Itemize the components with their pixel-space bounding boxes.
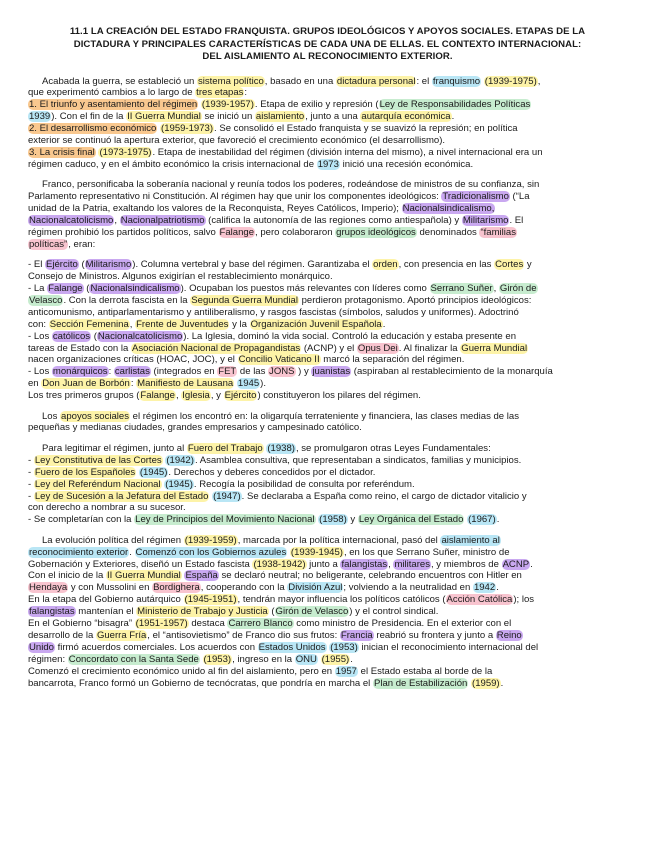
text-segment: Con el inicio de la <box>28 570 107 582</box>
text-segment: ). Columna vertebral y base del régimen. Garantizaba el <box>132 259 373 271</box>
highlighted-term: Tradicionalismo <box>442 191 509 203</box>
highlighted-term: tres etapas <box>196 87 244 99</box>
highlighted-term: Francia <box>340 629 373 641</box>
text-line <box>28 422 627 434</box>
text-line <box>28 319 627 331</box>
highlighted-term: (1959-1973) <box>161 123 214 135</box>
highlighted-term: Fuero de los Españoles <box>34 466 136 478</box>
text-segment: . <box>451 111 455 123</box>
highlighted-term: Ejército <box>45 259 78 271</box>
text-segment: (“La <box>509 191 530 203</box>
highlighted-term: Unido <box>29 641 54 653</box>
text-segment: denominados <box>416 226 480 238</box>
highlighted-term: 1939 <box>29 111 51 123</box>
text-line <box>28 295 627 307</box>
highlighted-term: Ley de Principios del Movimiento Nacional <box>135 514 315 526</box>
text-line <box>28 179 627 191</box>
document-body <box>28 76 627 690</box>
highlighted-term: FET <box>218 366 237 378</box>
highlighted-term: Ejército <box>224 390 257 402</box>
text-segment: ). La Iglesia, dominó la vida social. Controló la educación y estaba presente en <box>183 330 517 342</box>
paragraph <box>28 535 627 690</box>
highlighted-term: Bordighera <box>153 582 200 594</box>
text-segment: - El <box>28 259 45 271</box>
text-segment: el Estado estaba al borde de la <box>357 665 493 677</box>
text-segment: , con presencia en las <box>398 259 495 271</box>
text-segment: , cooperando con la <box>200 582 288 594</box>
text-segment: - Los <box>28 366 52 378</box>
text-segment: . Al finalizar la <box>398 342 461 354</box>
document-title <box>28 26 627 64</box>
highlighted-term: Concordato con la Santa Sede <box>68 653 199 665</box>
text-line <box>28 76 627 88</box>
highlighted-term: Don Juan de Borbón <box>42 378 130 390</box>
highlighted-term: (1945) <box>139 466 168 478</box>
highlighted-term: (1951-1957) <box>135 618 188 630</box>
text-line <box>28 331 627 343</box>
text-line <box>28 99 627 111</box>
text-line <box>28 630 627 642</box>
text-segment: , eran: <box>68 238 96 250</box>
highlighted-term: Ley de Sucesión a la Jefatura del Estado <box>34 490 209 502</box>
highlighted-term: Sección Femenina <box>49 318 129 330</box>
text-segment: - <box>28 454 34 466</box>
highlighted-term: Ley Constitutiva de las Cortes <box>34 454 162 466</box>
text-line <box>28 215 627 227</box>
highlighted-term: Ministerio de Trabajo y Justicia <box>137 606 268 618</box>
text-segment: inició una recesión económica. <box>339 158 474 170</box>
highlighted-term: España <box>185 570 218 582</box>
highlighted-term: (1939-1945) <box>290 546 343 558</box>
highlighted-term: (1953) <box>330 641 358 653</box>
text-line <box>28 203 627 215</box>
text-segment: (califica la autonomía de las regiones como antiespañola) y <box>205 214 462 226</box>
text-segment: Comenzó el crecimiento económico unido al fin del aislamiento, pero en <box>28 665 335 677</box>
highlighted-term: reconocimiento exterior <box>29 546 129 558</box>
text-segment: - <box>28 466 34 478</box>
text-segment: . <box>496 582 499 594</box>
text-segment: y <box>524 259 532 271</box>
text-segment: ). <box>260 378 266 390</box>
text-segment: . Se declaraba a España como reino, el cargo de dictador vitalicio y <box>241 490 527 502</box>
text-segment: y con Mussolini en <box>68 582 153 594</box>
text-segment: , pero colaboraron <box>255 226 336 238</box>
text-segment: . <box>530 558 533 570</box>
text-segment: ( <box>268 606 275 618</box>
text-line <box>28 307 627 319</box>
text-segment: ( <box>83 283 90 294</box>
text-segment: , ingreso en la <box>232 653 295 665</box>
highlighted-term: Fuero del Trabajo <box>187 442 263 454</box>
title-line: 11.1 LA CREACIÓN DEL ESTADO FRANQUISTA. GRUPOS IDEOLÓGICOS Y APOYOS SOCIALES. ETAPAS DE LA <box>69 26 586 37</box>
paragraph <box>28 259 627 402</box>
text-line <box>28 618 627 630</box>
highlighted-term: Militarismo <box>462 214 509 226</box>
text-segment: (aspiraban al restablecimiento de la monarquía <box>351 366 553 378</box>
text-segment: Franco, personificaba la soberanía nacional y reunía todos los poderes, rodeándose de ministros de su confianza, sin <box>42 179 540 191</box>
highlighted-term: 1957 <box>335 665 357 677</box>
text-line <box>28 443 627 455</box>
highlighted-term: Carrero Blanco <box>228 618 293 630</box>
highlighted-term: (1973-1975) <box>99 146 152 158</box>
text-segment: . El <box>509 214 524 226</box>
text-line <box>28 123 627 135</box>
highlighted-term: Comenzó con los Gobiernos azules <box>135 546 287 558</box>
text-segment: el régimen los encontró en: la oligarquía terrateniente y financiera, las clases medias de las <box>129 410 519 422</box>
text-segment: - <box>28 490 34 502</box>
highlighted-term: 3. La crisis final <box>29 146 95 158</box>
highlighted-term: Iglesia <box>182 390 210 402</box>
highlighted-term: División Azul <box>288 582 343 594</box>
text-segment: tareas de Estado con la <box>28 342 131 354</box>
text-segment: . Con la derrota fascista en la <box>63 294 191 306</box>
text-segment: (integrados en <box>150 366 218 378</box>
text-segment: ); los <box>513 594 535 606</box>
text-segment: Para legitimar el régimen, junto al <box>42 442 187 454</box>
text-segment: , se promulgaron otras Leyes Fundamentales: <box>295 442 491 454</box>
text-segment: , <box>388 558 394 570</box>
highlighted-term: autarquía económica <box>361 111 451 123</box>
text-segment: régimen caduco, y en el ámbito económico la crisis internacional de <box>28 158 317 170</box>
highlighted-term: Ley del Referéndum Nacional <box>34 478 161 490</box>
highlighted-term: juanistas <box>312 366 351 378</box>
text-segment: marcó la separación del régimen. <box>320 354 465 366</box>
highlighted-term: Nacionalcatolicismo <box>29 214 114 226</box>
text-line <box>28 491 627 503</box>
highlighted-term: (1938-1942) <box>253 558 306 570</box>
text-line <box>28 378 627 390</box>
highlighted-term: Cortes <box>495 259 524 271</box>
text-segment: ). Ocupaban los puestos más relevantes con líderes como <box>180 283 430 294</box>
text-line <box>28 191 627 203</box>
highlighted-term: (1939-1959) <box>184 534 237 546</box>
text-line <box>28 455 627 467</box>
text-line <box>28 259 627 271</box>
text-line <box>28 411 627 423</box>
text-segment: : <box>244 87 248 99</box>
text-segment: Consejo de Ministros. Algunos exigirían el restablecimiento monárquico. <box>28 271 333 283</box>
highlighted-term: sistema político <box>197 75 264 87</box>
highlighted-term: políticas” <box>29 238 68 250</box>
text-line <box>28 159 627 171</box>
text-line <box>28 227 627 239</box>
highlighted-term: falangistas <box>341 558 388 570</box>
text-line <box>28 502 627 514</box>
title-line: DEL AISLAMIENTO AL RECONOCIMIENTO EXTERIOR. <box>202 51 453 62</box>
text-segment: . <box>129 546 135 558</box>
title-line: DICTADURA Y PRINCIPALES CARACTERÍSTICAS DE CADA UNA DE ELLAS. EL CONTEXTO INTERNACIONAL: <box>73 38 582 50</box>
text-line <box>28 559 627 571</box>
highlighted-term: (1939-1957) <box>201 99 254 111</box>
text-line <box>28 654 627 666</box>
highlighted-term: (1958) <box>319 514 347 526</box>
highlighted-term: orden <box>373 259 398 271</box>
text-segment: . <box>500 677 504 689</box>
text-segment: perdieron protagonismo. Aportó principios ideológicos: <box>298 294 532 306</box>
text-line <box>28 111 627 123</box>
text-segment: y la <box>229 318 250 330</box>
text-segment: (ACNP) y el <box>301 342 357 354</box>
highlighted-term: II Guerra Mundial <box>127 111 201 123</box>
highlighted-term: Velasco <box>29 294 63 306</box>
text-segment: , <box>114 214 120 226</box>
text-segment: destaca <box>188 618 228 630</box>
text-line <box>28 239 627 251</box>
text-segment: Acabada la guerra, se estableció un <box>42 75 197 87</box>
text-segment: mantenían el <box>75 606 137 618</box>
text-segment: - Se completarían con la <box>28 514 135 526</box>
highlighted-term: Acción Católica <box>446 594 513 606</box>
text-segment: , el “antisovietismo” de Franco dio sus frutos: <box>147 629 340 641</box>
highlighted-term: (1955) <box>321 653 350 665</box>
text-segment: , <box>537 75 541 87</box>
text-segment: Los tres primeros grupos ( <box>28 390 140 402</box>
highlighted-term: grupos ideológicos <box>336 226 416 238</box>
text-line <box>28 570 627 582</box>
text-segment: , tendrán mayor influencia los políticos católicos ( <box>237 594 446 606</box>
highlighted-term: ACNP <box>502 558 530 570</box>
highlighted-term: (1967) <box>468 514 496 526</box>
text-segment: : <box>108 366 114 378</box>
highlighted-term: (1947) <box>213 490 241 502</box>
text-segment: . Derechos y deberes concedidos por el dictador. <box>168 466 376 478</box>
text-line <box>28 343 627 355</box>
highlighted-term: falangistas <box>29 606 75 618</box>
highlighted-term: apoyos sociales <box>61 410 129 422</box>
highlighted-term: Nacionalsindicalismo, <box>402 203 495 215</box>
text-line <box>28 547 627 559</box>
text-segment: pequeñas y medianas ciudades, grandes empresarios y campesinado católico. <box>28 422 362 434</box>
highlighted-term: Ley de Responsabilidades Políticas <box>379 99 531 111</box>
text-line <box>28 87 627 99</box>
paragraph <box>28 443 627 526</box>
text-segment: de las <box>237 366 269 378</box>
text-segment: con derecho a nombrar a su sucesor. <box>28 502 186 514</box>
highlighted-term: Falange <box>219 226 255 238</box>
text-segment: , y <box>210 390 224 402</box>
text-segment: . Etapa de exilio y represión ( <box>254 99 379 111</box>
text-line <box>28 135 627 147</box>
highlighted-term: Manifiesto de Lausana <box>137 378 234 390</box>
highlighted-term: II Guerra Mundial <box>107 570 181 582</box>
highlighted-term: (1959) <box>472 677 500 689</box>
text-line <box>28 594 627 606</box>
highlighted-term: Asociación Nacional de Propagandistas <box>131 342 301 354</box>
text-line <box>28 606 627 618</box>
text-segment: La evolución política del régimen <box>42 534 184 546</box>
text-segment: . <box>350 653 353 665</box>
highlighted-term: 1973 <box>317 158 339 170</box>
highlighted-term: Guerra Mundial <box>461 342 528 354</box>
highlighted-term: aislamiento <box>255 111 305 123</box>
text-segment: exterior se continuó la apertura exterior, que favoreció el crecimiento económico (el desarrollismo). <box>28 135 446 147</box>
text-segment: firmó acuerdos comerciales. Los acuerdos con <box>54 641 258 653</box>
highlighted-term: franquismo <box>432 75 481 87</box>
paragraph <box>28 76 627 171</box>
highlighted-term: Serrano Suñer <box>430 283 493 294</box>
highlighted-term: dictadura personal <box>336 75 416 87</box>
text-segment: reabrió su frontera y junto a <box>373 629 496 641</box>
text-segment: en <box>28 378 42 390</box>
highlighted-term: 2. El desarrollismo económico <box>29 123 157 135</box>
highlighted-term: Nacionalcatolicismo <box>97 330 183 342</box>
text-segment: anticomunismo, antiparlamentarismo y antiliberalismo, y rasgos fascistas (símbolos, saludos y uniformes). Adoctrinó <box>28 306 519 318</box>
highlighted-term: Reino <box>496 629 522 641</box>
text-segment: Los <box>42 410 61 422</box>
text-segment: como ministro de Presidencia. En el exterior con el <box>293 618 512 630</box>
highlighted-term: 1942 <box>473 582 496 594</box>
text-segment: . <box>496 514 500 526</box>
highlighted-term: (1953) <box>203 653 232 665</box>
text-segment: . Asamblea consultiva, que representaban a sindicatos, familias y municipios. <box>194 454 522 466</box>
text-segment: inician el reconocimiento internacional del <box>358 641 539 653</box>
text-segment: ) constituyeron los pilares del régimen. <box>257 390 421 402</box>
highlighted-term: monárquicos <box>52 366 108 378</box>
highlighted-term: Girón de <box>499 283 537 294</box>
highlighted-term: (1945) <box>165 478 193 490</box>
text-segment: régimen: <box>28 653 68 665</box>
highlighted-term: Nacionalsindicalismo <box>90 283 180 294</box>
text-segment: con: <box>28 318 49 330</box>
text-line <box>28 271 627 283</box>
highlighted-term: militares <box>394 558 430 570</box>
text-segment: nacen organizaciones críticas (HOAC, JOC), y el <box>28 354 238 366</box>
text-segment: unidad de la Patria, exaltando los valores de la Reconquista, Reyes Católicos, Imperio); <box>28 203 402 215</box>
highlighted-term: Falange <box>140 390 175 402</box>
text-line <box>28 535 627 547</box>
highlighted-term: Girón de Velasco <box>275 606 349 618</box>
text-line <box>28 283 627 295</box>
text-segment: ( <box>91 330 97 342</box>
text-segment: . Etapa de inestabilidad del régimen (división interna del mismo), a nivel internacional era un <box>152 146 543 158</box>
text-segment: , <box>493 283 499 294</box>
text-segment: ) y <box>295 366 312 378</box>
text-segment: ; volviendo a la neutralidad en <box>343 582 473 594</box>
text-line <box>28 467 627 479</box>
highlighted-term: Plan de Estabilización <box>373 677 468 689</box>
text-segment: - Los <box>28 330 52 342</box>
highlighted-term: aislamiento al <box>441 534 500 546</box>
highlighted-term: (1942) <box>166 454 194 466</box>
highlighted-term: Ley Orgánica del Estado <box>358 514 464 526</box>
highlighted-term: (1939-1975) <box>484 75 537 87</box>
highlighted-term: “familias <box>480 226 516 238</box>
highlighted-term: Organización Juvenil Española <box>250 318 382 330</box>
text-segment: . Se consolidó el Estado franquista y se suavizó la represión; en política <box>214 123 518 135</box>
text-line <box>28 354 627 366</box>
text-segment: desarrollo de la <box>28 629 96 641</box>
text-segment: , basado en una <box>264 75 336 87</box>
text-line <box>28 390 627 402</box>
highlighted-term: Frente de Juventudes <box>136 318 229 330</box>
highlighted-term: Estados Unidos <box>258 641 326 653</box>
text-segment: , marcada por la política internacional, pasó del <box>237 534 441 546</box>
text-segment: : el <box>416 75 432 87</box>
highlighted-term: JONS <box>269 366 295 378</box>
text-segment: se declaró neutral; no beligerante, celebrando encuentros con Hitler en <box>218 570 522 582</box>
highlighted-term: católicos <box>52 330 91 342</box>
text-segment: : <box>130 378 137 390</box>
text-line <box>28 582 627 594</box>
text-segment: - <box>28 478 34 490</box>
paragraph <box>28 179 627 250</box>
highlighted-term: Nacionalpatriotismo <box>120 214 205 226</box>
text-segment: ). Con el fin de la <box>51 111 127 123</box>
text-segment: En la etapa del Gobierno autárquico <box>28 594 184 606</box>
highlighted-term: Segunda Guerra Mundial <box>191 294 298 306</box>
text-line <box>28 666 627 678</box>
text-segment: , en los que Serrano Suñer, ministro de <box>343 546 510 558</box>
highlighted-term: Opus Dei <box>357 342 398 354</box>
text-line <box>28 642 627 654</box>
highlighted-term: Hendaya <box>29 582 68 594</box>
text-segment: y <box>347 514 358 526</box>
highlighted-term: 1945 <box>237 378 260 390</box>
text-segment: bancarrota, Franco formó un Gobierno de tecnócratas, que pondría en marcha el <box>28 677 373 689</box>
highlighted-term: (1938) <box>267 442 295 454</box>
text-segment: , junto a una <box>305 111 361 123</box>
highlighted-term: Falange <box>48 283 83 294</box>
text-segment: , <box>129 318 136 330</box>
text-segment: junto a <box>306 558 341 570</box>
text-segment: . Recogía la posibilidad de consulta por referéndum. <box>193 478 415 490</box>
highlighted-term: Guerra Fría <box>96 629 147 641</box>
highlighted-term: (1945-1951) <box>184 594 237 606</box>
text-segment: se inició un <box>201 111 255 123</box>
text-segment: . <box>382 318 386 330</box>
text-line <box>28 678 627 690</box>
highlighted-term: carlistas <box>114 366 150 378</box>
text-segment: régimen prohibió los partidos políticos, salvo <box>28 226 219 238</box>
text-segment: ) y el control sindical. <box>349 606 439 618</box>
paragraph <box>28 411 627 435</box>
text-segment: Gobernación y Exteriores, diseñó un Estado fascista <box>28 558 253 570</box>
highlighted-term: Concilio Vaticano II <box>238 354 320 366</box>
text-line <box>28 479 627 491</box>
text-segment: Parlamento representativo ni Constitución. Al régimen hay que unir los componentes ideológicos: <box>28 191 442 203</box>
text-segment: - La <box>28 283 48 294</box>
text-segment: , y miembros de <box>431 558 502 570</box>
text-line <box>28 147 627 159</box>
text-segment: ( <box>78 259 85 271</box>
highlighted-term: ONU <box>295 653 317 665</box>
text-segment: que experimentó cambios a lo largo de <box>28 87 196 99</box>
text-segment: En el Gobierno “bisagra” <box>28 618 135 630</box>
highlighted-term: Militarismo <box>85 259 132 271</box>
text-line <box>28 366 627 378</box>
text-line <box>28 514 627 526</box>
text-segment: , <box>175 390 182 402</box>
highlighted-term: 1. El triunfo y asentamiento del régimen <box>29 99 198 111</box>
